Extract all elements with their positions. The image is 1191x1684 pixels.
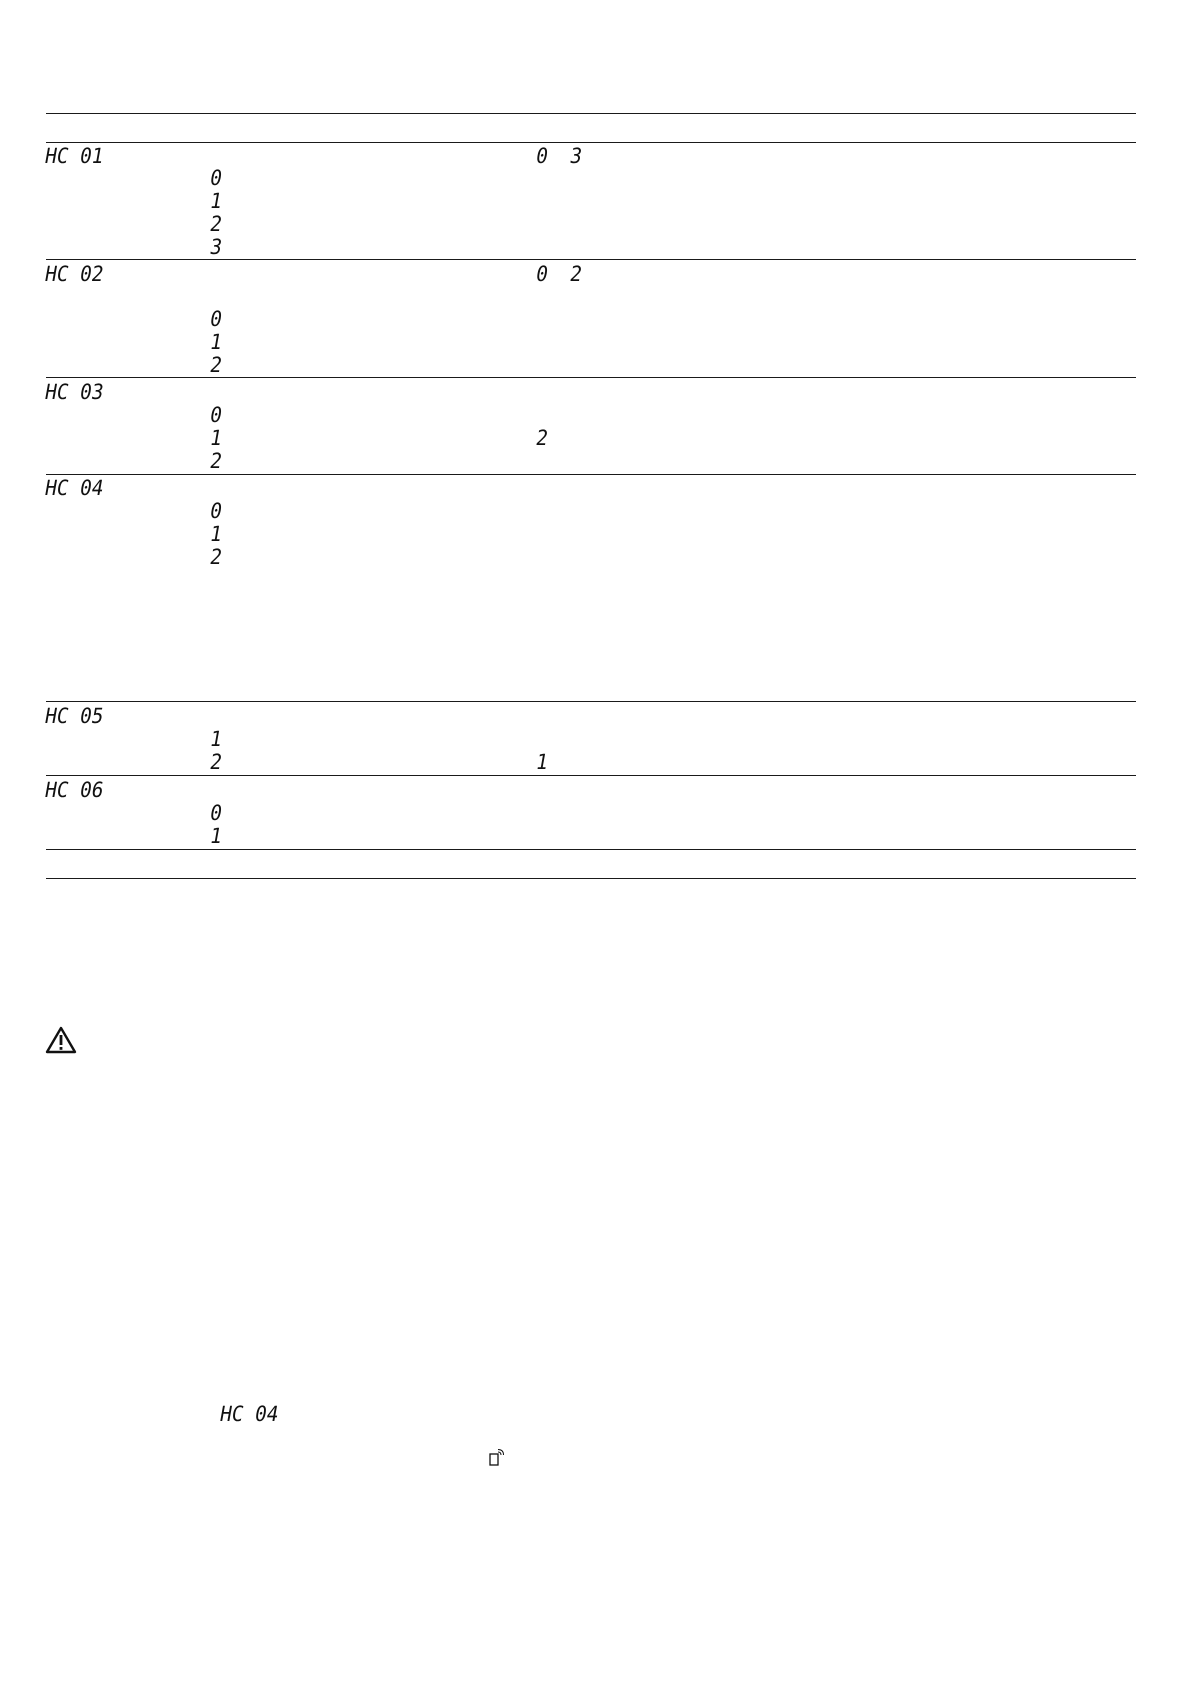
- default-value: 1: [534, 750, 551, 774]
- setting-value: 1: [208, 189, 225, 213]
- setting-value: 0: [208, 499, 225, 523]
- range-from: 0: [534, 144, 551, 168]
- setting-value: 0: [208, 307, 225, 331]
- setting-value: 1: [208, 824, 225, 848]
- setting-value: 2: [208, 353, 225, 377]
- table-bottom-rule: [46, 878, 1136, 879]
- setting-value: 1: [208, 727, 225, 751]
- setting-value: 2: [208, 750, 225, 774]
- range-from: 0: [534, 262, 551, 286]
- setting-value: 3: [208, 235, 225, 259]
- setting-code: HC 02: [43, 262, 106, 286]
- range-to: 2: [568, 262, 585, 286]
- setting-value: 0: [208, 801, 225, 825]
- row-divider: [46, 849, 1136, 850]
- setting-code: HC 06: [43, 778, 106, 802]
- setting-value: 2: [208, 212, 225, 236]
- warning-triangle-icon: [45, 1026, 77, 1054]
- setting-value: 2: [208, 545, 225, 569]
- default-value: 2: [534, 426, 551, 450]
- home-connect-remote-icon: [489, 1448, 505, 1466]
- setting-value: 2: [208, 449, 225, 473]
- setting-code: HC 04: [43, 476, 106, 500]
- setting-code: HC 03: [43, 380, 106, 404]
- setting-value: 0: [208, 403, 225, 427]
- table-header-rule: [46, 142, 1136, 143]
- setting-code: HC 05: [43, 704, 106, 728]
- row-divider: [46, 701, 1136, 702]
- setting-value: 1: [208, 330, 225, 354]
- row-divider: [46, 377, 1136, 378]
- body-setting-code: HC 04: [218, 1402, 281, 1426]
- table-top-rule: [46, 113, 1136, 114]
- setting-value: 0: [208, 166, 225, 190]
- row-divider: [46, 259, 1136, 260]
- setting-value: 1: [208, 426, 225, 450]
- setting-value: 1: [208, 522, 225, 546]
- range-to: 3: [568, 144, 585, 168]
- row-divider: [46, 775, 1136, 776]
- setting-code: HC 01: [43, 144, 106, 168]
- row-divider: [46, 474, 1136, 475]
